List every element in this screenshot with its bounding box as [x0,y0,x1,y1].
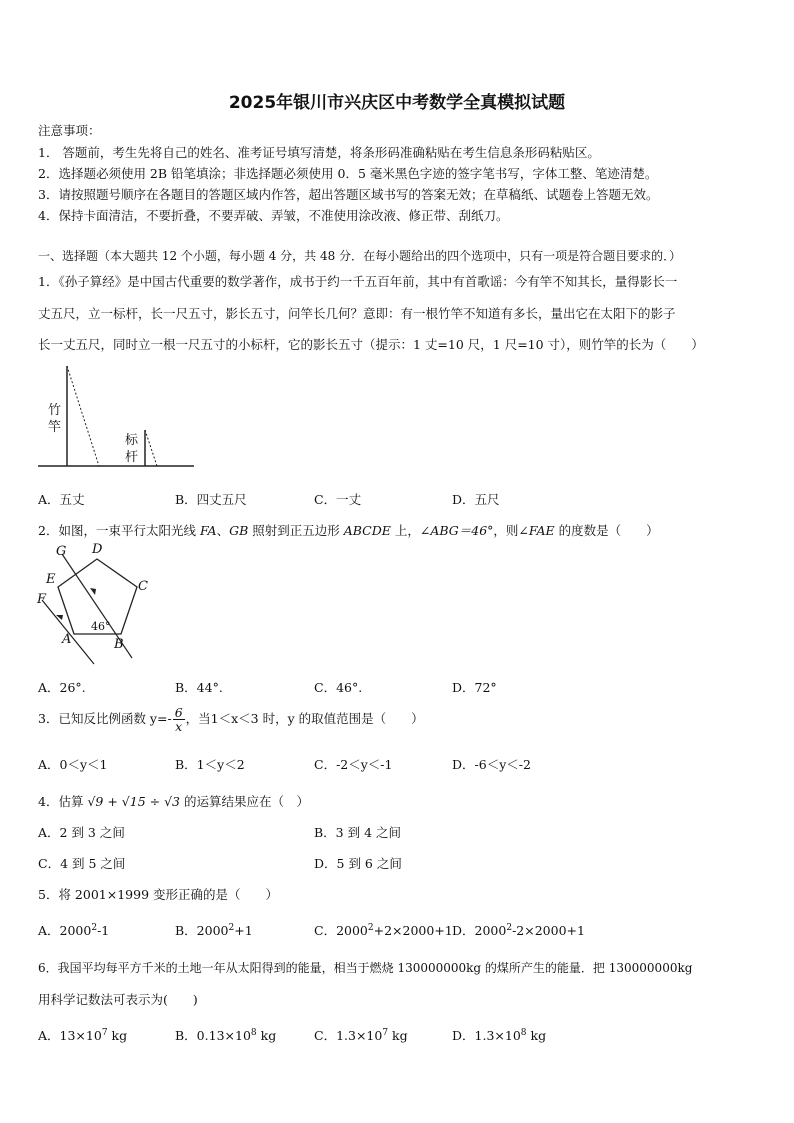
q1-text: 1．《孙子算经》是中国古代重要的数学著作，成书于约一千五百年前，其中有首歌谣：今有竿不知其长，量得影长一 [38,274,678,289]
q6-text: 用科学记数法可表示为( ) [38,992,198,1007]
label-g: G [56,544,67,559]
q3-text: 3．已知反比例函数 y=- $\frac{6}{x}$ ，当1＜x＜3 时，y 的取值范围是（ ） [38,705,424,734]
q3-option-d[interactable]: D．-6＜y＜-2 [452,757,531,772]
q4-option-d[interactable]: D．5 到 6 之间 [314,856,402,871]
q4-option-a[interactable]: A．2 到 3 之间 [38,825,125,840]
q5-option-b[interactable]: B．$2000^2+1$ [175,923,253,938]
sqrt-expression: √9 + √15 ÷ √3 [87,794,180,809]
q6-option-a[interactable]: A．$13\times 10^7$ kg [38,1028,128,1043]
notice-item: 1． 答题前，考生先将自己的姓名、准考证号填写清楚，将条形码准确粘贴在考生信息条形码粘贴区。 [38,145,600,160]
q6-option-c[interactable]: C．$1.3\times 10^7$ kg [314,1028,408,1043]
q2-option-c[interactable]: C．46°. [314,680,363,695]
fraction: $\frac{6}{x}$ [174,705,183,734]
label-d: D [92,542,103,557]
pole-label: 竹 [48,403,62,418]
q1-option-a[interactable]: A．五丈 [38,492,85,507]
q5-text: 5．将 2001×1999 变形正确的是（ ） [38,887,278,902]
notice-item: 3．请按照题号顺序在各题目的答题区域内作答，超出答题区域书写的答案无效；在草稿纸、试题卷上答题无效。 [38,187,659,202]
notice-item: 2．选择题必须使用 2B 铅笔填涂；非选择题必须使用 0．5 毫米黑色字迹的签字笔书写，字体工整、笔迹清楚。 [38,166,658,181]
pentagon-figure [34,542,164,667]
label-a: A [62,632,72,647]
q4-option-c[interactable]: C．4 到 5 之间 [38,856,126,871]
label-b: B [114,637,124,652]
page-title: 2025年银川市兴庆区中考数学全真模拟试题 [228,93,566,113]
q3-option-c[interactable]: C．-2＜y＜-1 [314,757,393,772]
notice-item: 4．保持卡面清洁，不要折叠，不要弄破、弄皱，不准使用涂改液、修正带、刮纸刀。 [38,208,509,223]
notice-heading: 注意事项： [38,123,101,138]
q1-option-b[interactable]: B．四丈五尺 [175,492,247,507]
stick-label: 杆 [125,450,139,465]
label-e: E [46,572,56,587]
q2-option-a[interactable]: A．26°. [38,680,86,695]
q6-option-d[interactable]: D．$1.3\times 10^8$ kg [452,1028,547,1043]
q1-option-d[interactable]: D．五尺 [452,492,500,507]
pole-label: 竿 [48,420,62,435]
q3-option-b[interactable]: B．1＜y＜2 [175,757,245,772]
q6-option-b[interactable]: B．$0.13\times 10^8$ kg [175,1028,277,1043]
q2-text: 2．如图，一束平行太阳光线 FA、GB 照射到正五边形 ABCDE 上，∠ABG＝46°，则∠FAE 的度数是（ ） [38,523,659,538]
section-heading: 一、选择题（本大题共 12 个小题，每小题 4 分，共 48 分．在每小题给出的四个选项中，只有一项是符合题目要求的．） [38,249,682,263]
q6-text: 6．我国平均每平方千米的土地一年从太阳得到的能量，相当于燃烧 130000000kg 的煤所产生的能量．把 130000000kg [38,961,693,975]
q4-option-b[interactable]: B．3 到 4 之间 [314,825,402,840]
label-c: C [138,579,148,594]
angle-label: 46° [91,620,111,633]
q4-text: 4．估算 √9 + √15 ÷ √3 的运算结果应在（ ） [38,794,309,809]
q1-option-c[interactable]: C．一丈 [314,492,362,507]
bamboo-shadow-figure [36,360,196,470]
q2-option-d[interactable]: D．72° [452,680,497,695]
q1-text: 丈五尺，立一标杆，长一尺五寸，影长五寸，问竿长几何？意即：有一根竹竿不知道有多长，量出它在太阳下的影子 [38,306,676,321]
q3-option-a[interactable]: A．0＜y＜1 [38,757,108,772]
q5-option-c[interactable]: C．$2000^2+2\times 2000+1$ [314,923,453,938]
stick-label: 标 [125,433,139,448]
label-f: F [37,592,47,607]
q1-text: 长一丈五尺，同时立一根一尺五寸的小标杆，它的影长五寸（提示：1 丈=10 尺，1 尺=10 寸），则竹竿的长为（ ） [38,337,704,352]
q5-option-d[interactable]: D．$2000^2-2\times 2000+1$ [452,923,585,938]
q2-option-b[interactable]: B．44°. [175,680,223,695]
q5-option-a[interactable]: A．2000$^2$-1 [38,923,110,938]
